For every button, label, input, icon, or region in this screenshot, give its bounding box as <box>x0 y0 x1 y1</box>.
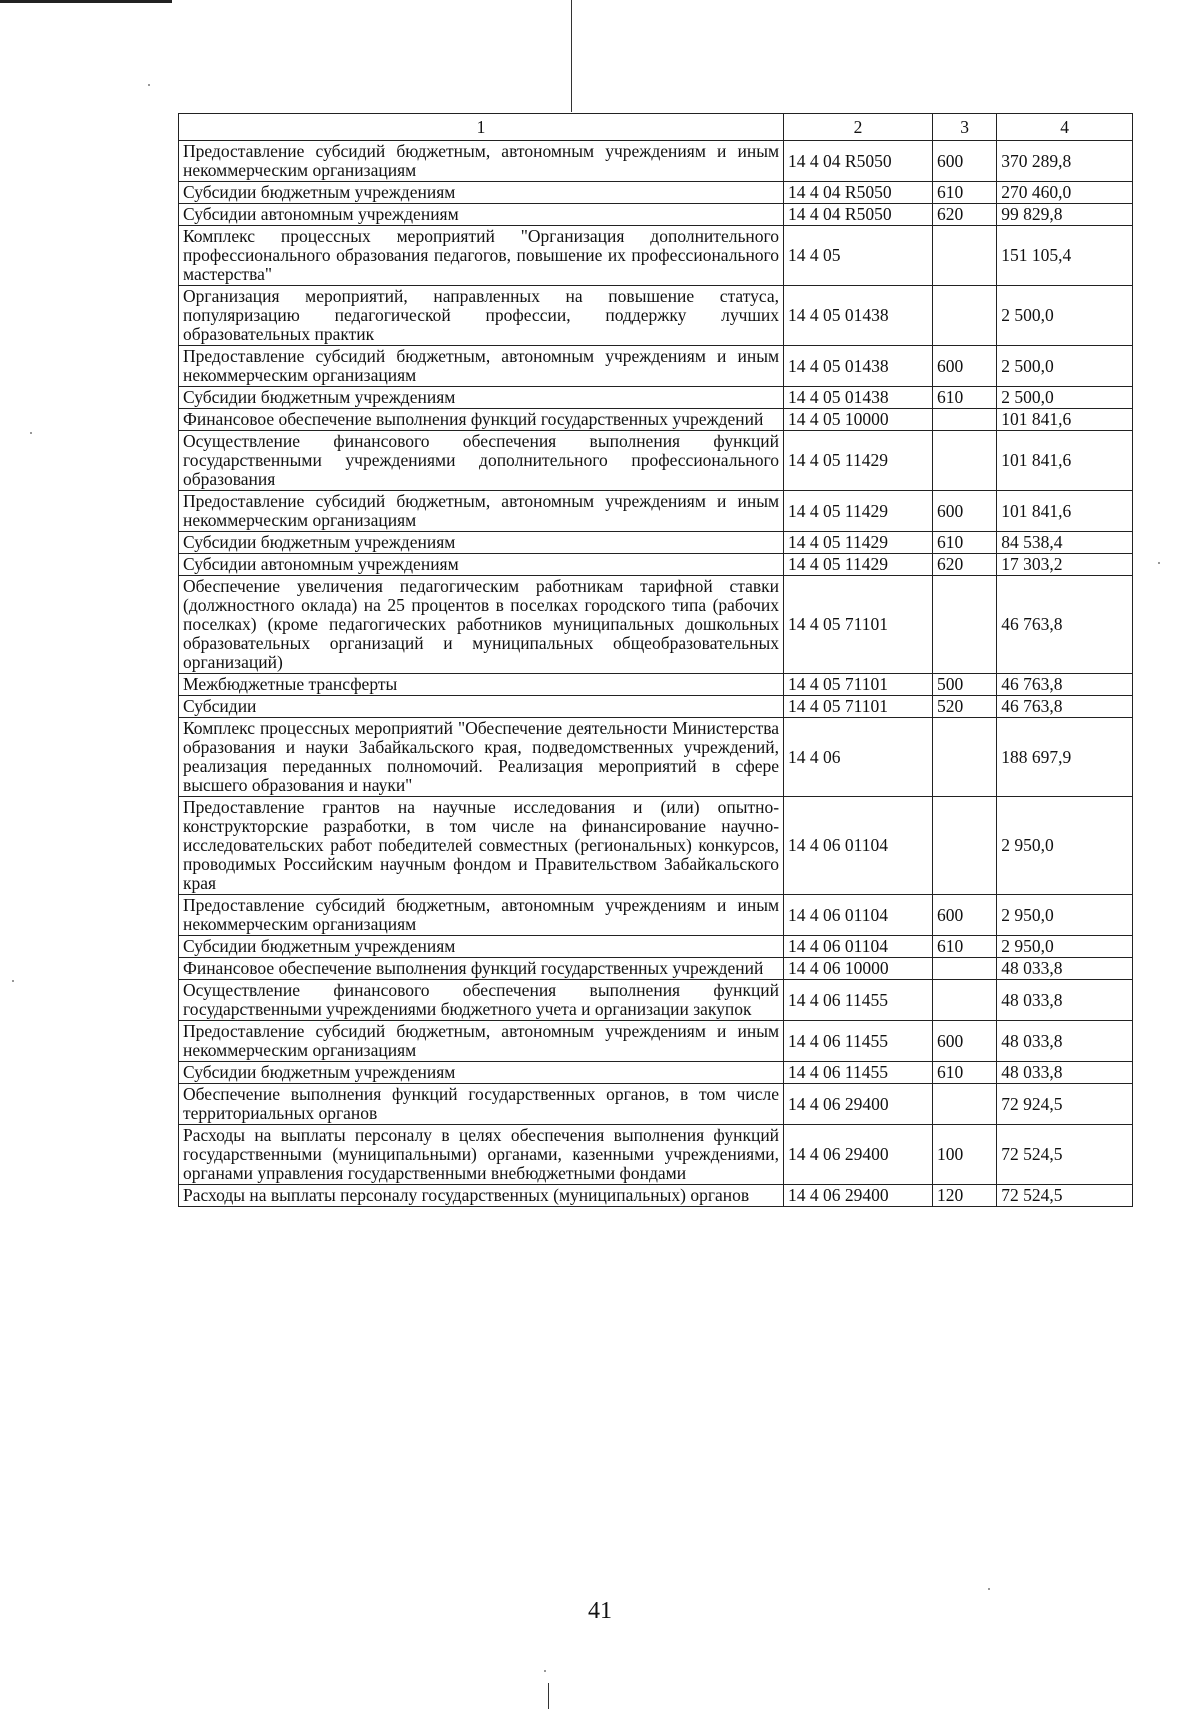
row-code-cell: 14 4 05 01438 <box>784 346 933 387</box>
column-header-4: 4 <box>997 114 1133 141</box>
row-amount-cell: 17 303,2 <box>997 554 1133 576</box>
table-row <box>179 182 1133 204</box>
row-amount-cell: 46 763,8 <box>997 576 1133 674</box>
row-expense-type-cell <box>933 409 997 431</box>
row-name-cell: Предоставление субсидий бюджетным, автономным учреждениям и иным некоммерческим организациям <box>179 1021 784 1062</box>
row-name-cell: Субсидии бюджетным учреждениям <box>179 1062 784 1084</box>
row-name-cell: Осуществление финансового обеспечения выполнения функций государственными учреждениями дополнительного профессионального образования <box>179 431 784 491</box>
row-amount-cell: 46 763,8 <box>997 696 1133 718</box>
row-amount-cell: 48 033,8 <box>997 958 1133 980</box>
row-amount-cell: 99 829,8 <box>997 204 1133 226</box>
table-row <box>179 346 1133 387</box>
table-row <box>179 141 1133 182</box>
row-name-cell: Предоставление субсидий бюджетным, автономным учреждениям и иным некоммерческим организациям <box>179 141 784 182</box>
row-expense-type-cell: 620 <box>933 554 997 576</box>
row-expense-type-cell: 600 <box>933 491 997 532</box>
row-code-cell: 14 4 06 11455 <box>784 1021 933 1062</box>
row-expense-type-cell <box>933 980 997 1021</box>
page-number: 41 <box>588 1598 612 1624</box>
row-expense-type-cell <box>933 797 997 895</box>
row-expense-type-cell <box>933 286 997 346</box>
table-row <box>179 980 1133 1021</box>
row-code-cell: 14 4 06 29400 <box>784 1125 933 1185</box>
row-code-cell: 14 4 04 R5050 <box>784 141 933 182</box>
row-name-cell: Субсидии <box>179 696 784 718</box>
row-amount-cell: 101 841,6 <box>997 431 1133 491</box>
column-header-3: 3 <box>933 114 997 141</box>
row-expense-type-cell: 600 <box>933 1021 997 1062</box>
row-name-cell: Обеспечение увеличения педагогическим работникам тарифной ставки (должностного оклада) на 25 процентов в поселках городского типа (рабочих поселках) (кроме педагогических работников муниципальных дошкольных образовательных организаций и муниципальных общеобразовательных организаций) <box>179 576 784 674</box>
table-row <box>179 554 1133 576</box>
row-expense-type-cell: 600 <box>933 141 997 182</box>
row-name-cell: Осуществление финансового обеспечения выполнения функций государственными учреждениями бюджетного учета и организации закупок <box>179 980 784 1021</box>
table-row <box>179 1021 1133 1062</box>
row-name-cell: Обеспечение выполнения функций государственных органов, в том числе территориальных органов <box>179 1084 784 1125</box>
scan-speck <box>1158 562 1160 564</box>
row-code-cell: 14 4 05 71101 <box>784 674 933 696</box>
scan-speck <box>988 1588 990 1590</box>
table-body <box>179 141 1133 1207</box>
row-amount-cell: 48 033,8 <box>997 1062 1133 1084</box>
table-row <box>179 1084 1133 1125</box>
row-code-cell: 14 4 05 01438 <box>784 286 933 346</box>
row-amount-cell: 46 763,8 <box>997 674 1133 696</box>
row-amount-cell: 2 500,0 <box>997 387 1133 409</box>
row-code-cell: 14 4 04 R5050 <box>784 204 933 226</box>
row-code-cell: 14 4 05 71101 <box>784 576 933 674</box>
scan-edge-mark <box>0 0 172 3</box>
row-name-cell: Предоставление грантов на научные исследования и (или) опытно-конструкторские разработки, в том числе на финансирование научно-исследовательских работ победителей совместных (региональных) конкурсов, проводимых Российским научным фондом и Правительством Забайкальского края <box>179 797 784 895</box>
row-amount-cell: 72 524,5 <box>997 1185 1133 1207</box>
row-expense-type-cell <box>933 958 997 980</box>
row-expense-type-cell: 100 <box>933 1125 997 1185</box>
row-expense-type-cell: 600 <box>933 346 997 387</box>
row-name-cell: Предоставление субсидий бюджетным, автономным учреждениям и иным некоммерческим организациям <box>179 346 784 387</box>
row-code-cell: 14 4 06 10000 <box>784 958 933 980</box>
row-expense-type-cell <box>933 431 997 491</box>
row-expense-type-cell <box>933 1084 997 1125</box>
row-code-cell: 14 4 05 71101 <box>784 696 933 718</box>
row-name-cell: Комплекс процессных мероприятий "Организация дополнительного профессионального образования педагогов, повышение их профессионального мастерства" <box>179 226 784 286</box>
row-expense-type-cell: 610 <box>933 936 997 958</box>
row-name-cell: Субсидии бюджетным учреждениям <box>179 182 784 204</box>
table-row <box>179 226 1133 286</box>
row-name-cell: Финансовое обеспечение выполнения функций государственных учреждений <box>179 958 784 980</box>
row-amount-cell: 48 033,8 <box>997 1021 1133 1062</box>
row-name-cell: Субсидии бюджетным учреждениям <box>179 936 784 958</box>
table-row <box>179 674 1133 696</box>
table-row <box>179 797 1133 895</box>
table-row <box>179 576 1133 674</box>
row-amount-cell: 270 460,0 <box>997 182 1133 204</box>
row-amount-cell: 101 841,6 <box>997 409 1133 431</box>
row-code-cell: 14 4 04 R5050 <box>784 182 933 204</box>
row-code-cell: 14 4 05 10000 <box>784 409 933 431</box>
row-code-cell: 14 4 05 11429 <box>784 491 933 532</box>
scan-speck <box>30 432 32 434</box>
table-row <box>179 1185 1133 1207</box>
table-row <box>179 696 1133 718</box>
row-code-cell: 14 4 06 01104 <box>784 797 933 895</box>
row-amount-cell: 101 841,6 <box>997 491 1133 532</box>
row-code-cell: 14 4 06 01104 <box>784 936 933 958</box>
row-amount-cell: 48 033,8 <box>997 980 1133 1021</box>
row-expense-type-cell <box>933 576 997 674</box>
row-amount-cell: 370 289,8 <box>997 141 1133 182</box>
row-code-cell: 14 4 05 11429 <box>784 532 933 554</box>
row-expense-type-cell: 520 <box>933 696 997 718</box>
column-header-1: 1 <box>179 114 784 141</box>
row-expense-type-cell: 600 <box>933 895 997 936</box>
scan-fold-line-top <box>571 0 572 112</box>
row-amount-cell: 2 950,0 <box>997 936 1133 958</box>
row-amount-cell: 72 524,5 <box>997 1125 1133 1185</box>
row-name-cell: Субсидии бюджетным учреждениям <box>179 532 784 554</box>
column-header-2: 2 <box>784 114 933 141</box>
scan-speck <box>12 980 14 982</box>
table-header-row <box>179 114 1133 141</box>
row-amount-cell: 2 500,0 <box>997 286 1133 346</box>
row-expense-type-cell: 610 <box>933 1062 997 1084</box>
row-name-cell: Предоставление субсидий бюджетным, автономным учреждениям и иным некоммерческим организациям <box>179 491 784 532</box>
row-name-cell: Комплекс процессных мероприятий "Обеспечение деятельности Министерства образования и науки Забайкальского края, подведомственных учреждений, реализация переданных полномочий. Реализация мероприятий в сфере высшего образования и науки" <box>179 718 784 797</box>
row-expense-type-cell <box>933 226 997 286</box>
row-amount-cell: 2 950,0 <box>997 797 1133 895</box>
row-code-cell: 14 4 06 <box>784 718 933 797</box>
row-name-cell: Организация мероприятий, направленных на повышение статуса, популяризацию педагогической профессии, поддержку лучших образовательных практик <box>179 286 784 346</box>
table-row <box>179 936 1133 958</box>
row-amount-cell: 72 924,5 <box>997 1084 1133 1125</box>
table-row <box>179 431 1133 491</box>
row-expense-type-cell <box>933 718 997 797</box>
row-amount-cell: 151 105,4 <box>997 226 1133 286</box>
row-code-cell: 14 4 06 29400 <box>784 1084 933 1125</box>
row-name-cell: Межбюджетные трансферты <box>179 674 784 696</box>
scan-fold-line-bottom <box>548 1683 549 1709</box>
table-row <box>179 204 1133 226</box>
row-expense-type-cell: 610 <box>933 532 997 554</box>
row-expense-type-cell: 610 <box>933 182 997 204</box>
table-row <box>179 532 1133 554</box>
scan-speck <box>544 1670 546 1672</box>
table-row <box>179 491 1133 532</box>
scan-speck <box>148 84 150 86</box>
row-name-cell: Расходы на выплаты персоналу в целях обеспечения выполнения функций государственными (муниципальными) органами, казенными учреждениями, органами управления государственными внебюджетными фондами <box>179 1125 784 1185</box>
row-amount-cell: 188 697,9 <box>997 718 1133 797</box>
row-name-cell: Субсидии автономным учреждениям <box>179 554 784 576</box>
row-code-cell: 14 4 05 11429 <box>784 554 933 576</box>
row-code-cell: 14 4 05 01438 <box>784 387 933 409</box>
row-name-cell: Расходы на выплаты персоналу государственных (муниципальных) органов <box>179 1185 784 1207</box>
row-expense-type-cell: 500 <box>933 674 997 696</box>
row-code-cell: 14 4 06 11455 <box>784 1062 933 1084</box>
row-code-cell: 14 4 06 11455 <box>784 980 933 1021</box>
table-row <box>179 958 1133 980</box>
table-row <box>179 1062 1133 1084</box>
row-name-cell: Предоставление субсидий бюджетным, автономным учреждениям и иным некоммерческим организациям <box>179 895 784 936</box>
row-expense-type-cell: 610 <box>933 387 997 409</box>
row-amount-cell: 2 950,0 <box>997 895 1133 936</box>
table-row <box>179 895 1133 936</box>
row-code-cell: 14 4 05 11429 <box>784 431 933 491</box>
row-expense-type-cell: 620 <box>933 204 997 226</box>
row-code-cell: 14 4 05 <box>784 226 933 286</box>
row-name-cell: Финансовое обеспечение выполнения функций государственных учреждений <box>179 409 784 431</box>
row-name-cell: Субсидии бюджетным учреждениям <box>179 387 784 409</box>
table-row <box>179 718 1133 797</box>
table-row <box>179 387 1133 409</box>
table-row <box>179 286 1133 346</box>
row-code-cell: 14 4 06 29400 <box>784 1185 933 1207</box>
table-row <box>179 1125 1133 1185</box>
row-expense-type-cell: 120 <box>933 1185 997 1207</box>
budget-allocation-table <box>178 113 1133 1207</box>
table-row <box>179 409 1133 431</box>
row-amount-cell: 2 500,0 <box>997 346 1133 387</box>
row-name-cell: Субсидии автономным учреждениям <box>179 204 784 226</box>
row-code-cell: 14 4 06 01104 <box>784 895 933 936</box>
row-amount-cell: 84 538,4 <box>997 532 1133 554</box>
